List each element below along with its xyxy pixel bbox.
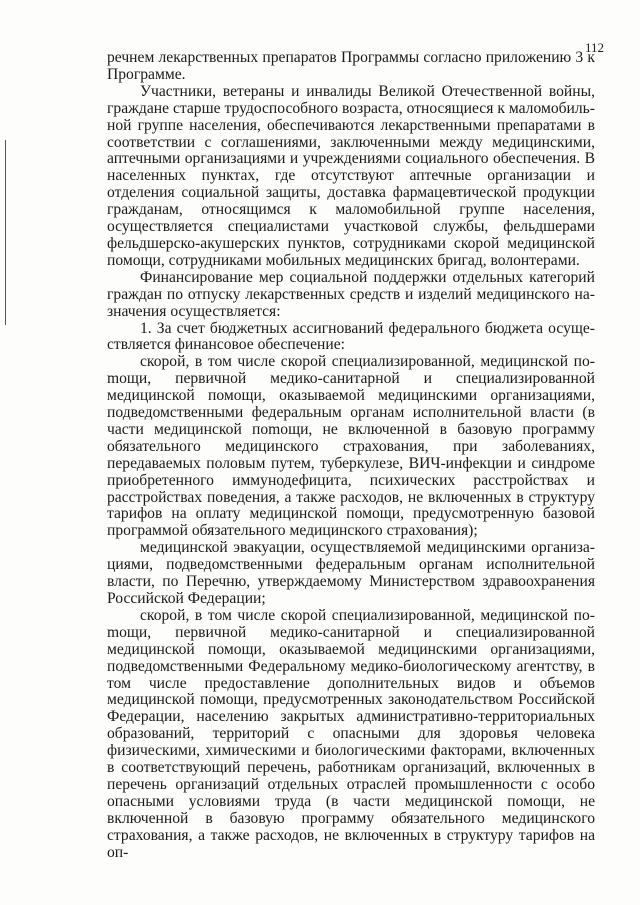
paragraph-continuation: речнем лекарственных препаратов Программы согласно приложению 3 к Программе. [107,49,595,83]
paragraph-veterans: Участники, ветераны и инвалиды Великой Отечественной войны, граждане старше трудоспособного возраста, относящиеся к маломобильной группе населения, обеспечиваются лекарственными препаратами в соответствии с соглашениями, заключенными между медицинскими, аптечными организациями и учреждениями социального обеспечения. В населенных пунктах, где отсутствуют аптечные организации и отделения социальной защиты, доставка фармацевтической продукции гражданам, относящимся к маломобильной группе населения, осуществляется специалистами участковой службы, фельдшерами фельдшерско-акушерских пунктов, сотрудниками скорой медицинской помощи, сотрудниками мобильных медицинских бригад, волонтерами. [107,82,595,269]
paragraph-fmba-care: скорой, в том числе скорой специализированной, медицинской поmощи, первичной медико-санитарной и специализированной медицинской помощи, оказываемой медицинскими организациями, подведомственными Федеральному медико-биологическому агентству, в том числе предоставление дополнительных видов и объемов медицинской помощи, предусмотренных законодательством Российской Федерации, населению закрытых административно-территориальных образований, территорий с опасными для здоровья человека физическими, химическими и биологическими факторами, включенных в соответствующий перечень, работникам организаций, включенных в перечень организаций отдельных отраслей промышленности с особо опасными условиями труда (в части медицинской помощи, не включенной в базовую программу обязательного медицинского страхования, а также расходов, не включенных в структуру тарифов на оп- [107,606,595,861]
paragraph-financing: Финансирование мер социальной поддержки отдельных категорий граждан по отпуску лекарственных средств и изделий медицинского назначения осуществляется: [107,268,595,320]
body-text [107,50,595,862]
page-number: 112 [584,40,604,55]
paragraph-emergency-care: скорой, в том числе скорой специализированной, медицинской поmощи, первичной медико-санитарной и специализированной медицинской помощи, оказываемой медицинскими организациями, подведомственными федеральным органам исполнительной власти (в части медицинской поmощи, не включенной в базовую программу обязательного медицинского страхования, при заболеваниях, передаваемых половым путем, туберкулезе, ВИЧ-инфекции и синдроме приобретенного иммунодефицита, психических расстройствах и расстройствах поведения, а также расходов, не включенных в структуру тарифов на оплату медицинской помощи, предусмотренную базовой программой обязательного медицинского страхования); [107,353,595,540]
scan-edge-line [5,140,6,325]
paragraph-federal-budget: 1. За счет бюджетных ассигнований федерального бюджета осуществляется финансовое обеспечение: [107,319,595,354]
paragraph-medical-evacuation: медицинской эвакуации, осуществляемой медицинскими организациями, подведомственными федеральным органам исполнительной власти, по Перечню, утверждаемому Министерством здравоохранения Российской Федерации; [107,539,595,607]
